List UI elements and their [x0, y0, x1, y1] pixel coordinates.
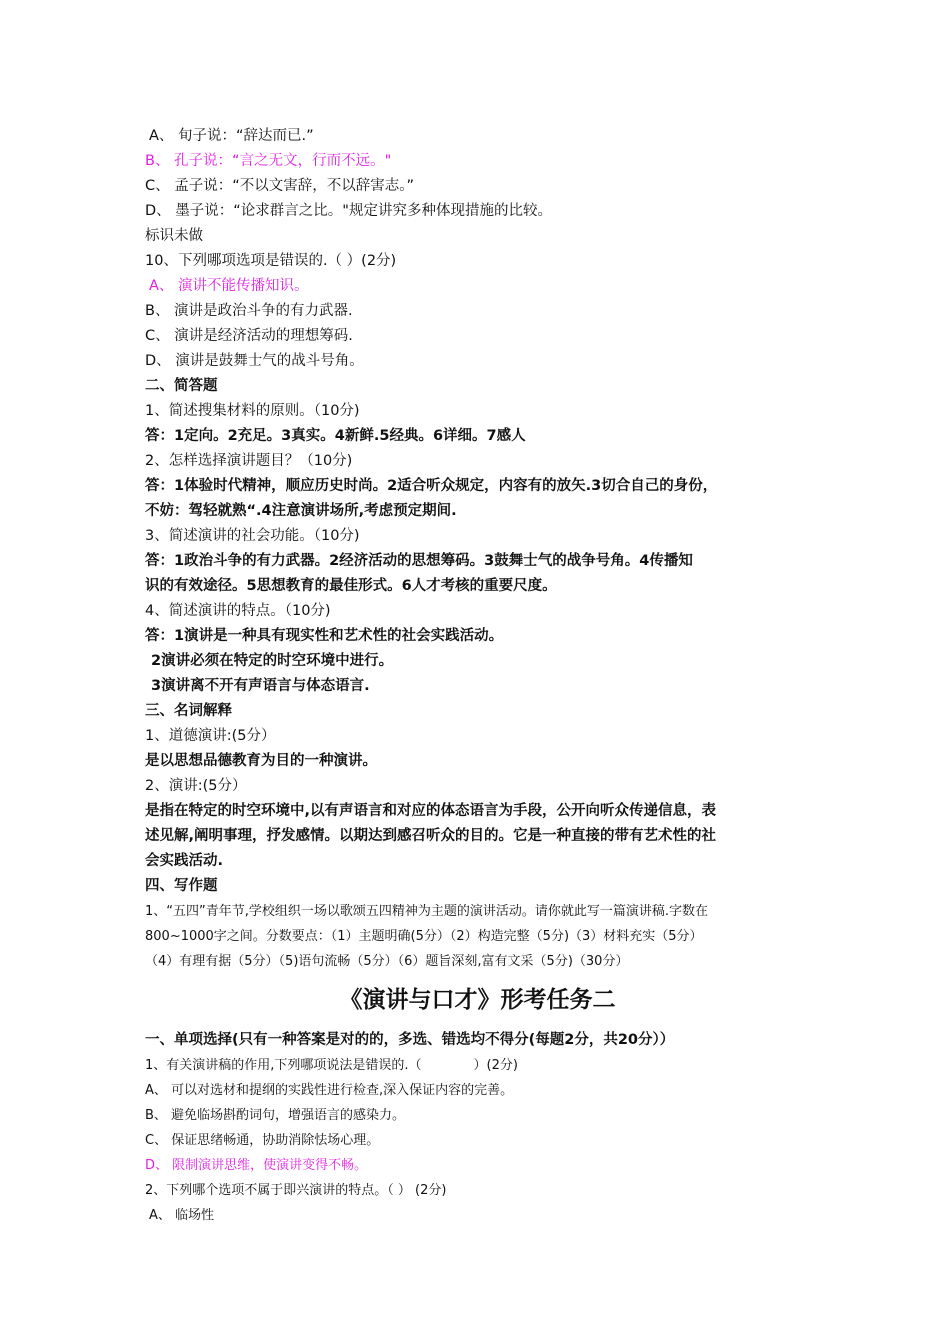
task2-q1-option-b: B、 避免临场斟酌词句，增强语言的感染力。 [145, 1108, 406, 1123]
q9-option-d: D、 墨子说：“论求群言之比。"规定讲究多种体现措施的比较。 [145, 203, 552, 219]
task2-title: 《演讲与口才》形考任务二 [339, 987, 616, 1013]
task2-q1-option-a: A、 可以对选材和提纲的实践性进行检查,深入保证内容的完善。 [145, 1083, 514, 1098]
section2-q2: 2、怎样选择演讲题目？（10分) [145, 453, 353, 469]
task2-q2-option-a: A、 临场性 [149, 1208, 215, 1223]
section3-a2-line1: 是指在特定的时空环境中,以有声语言和对应的体态语言为手段，公开向听众传递信息，表 [145, 803, 717, 819]
section2-a2-line1: 答：1体验时代精神，顺应历史时尚。2适合听众规定，内容有的放矢.3切合自己的身份， [145, 478, 718, 494]
section2-a1: 答：1定向。2充足。3真实。4新鲜.5经典。6详细。7感人 [145, 428, 526, 444]
section4-q1-line1: 1、“五四”青年节,学校组织一场以歌颂五四精神为主题的演讲活动。请你就此写一篇演讲稿.字数在 [145, 904, 709, 919]
task2-q1-option-d-answer: D、 限制演讲思维，使演讲变得不畅。 [145, 1158, 368, 1173]
q9-option-c: C、 孟子说：“不以文害辞，不以辞害志。” [145, 178, 415, 194]
task2-q2: 2、下列哪个选项不属于即兴演讲的特点。（ ） (2分) [145, 1183, 447, 1198]
q10-question: 10、下列哪项选项是错误的.（ ）(2分) [145, 253, 397, 269]
q9-note: 标识未做 [145, 228, 203, 244]
q9-option-a: A、 旬子说：“辞达而已.” [149, 128, 314, 144]
section4-heading: 四、写作题 [145, 878, 218, 894]
task2-q1-option-c: C、 保证思绪畅通，协助消除怯场心理。 [145, 1133, 380, 1148]
section2-q1: 1、简述搜集材料的原则。（10分) [145, 403, 360, 419]
q9-option-b-answer: B、 孔子说：“言之无文，行而不远。" [145, 153, 392, 169]
section2-q4: 4、简述演讲的特点。（10分) [145, 603, 331, 619]
section3-a2-line2: 述见解,阐明事理，抒发感情。以期达到感召听众的目的。它是一种直接的带有艺术性的社 [145, 828, 717, 844]
section2-a2-line2: 不妨：驾轻就熟“.4注意演讲场所,考虑预定期间. [145, 503, 457, 519]
section2-a3-line1: 答：1政治斗争的有力武器。2经济活动的思想筹码。3鼓舞士气的战争号角。4传播知 [145, 553, 693, 569]
section2-a4-line3: 3演讲离不开有声语言与体态语言. [151, 678, 370, 694]
section2-heading: 二、简答题 [145, 378, 218, 394]
task2-section1-heading: 一、单项选择(只有一种答案是对的的，多选、错选均不得分(每题2分，共20分）） [145, 1032, 675, 1048]
section4-q1-line2: 800~1000字之间。分数要点：（1）主题明确(5分）（2）构造完整（5分)（3）材料充实（5分） [145, 929, 703, 944]
section3-q1: 1、道德演讲:(5分） [145, 728, 276, 744]
section3-q2: 2、演讲:(5分） [145, 778, 247, 794]
q10-option-d: D、 演讲是鼓舞士气的战斗号角。 [145, 353, 364, 369]
task2-q1: 1、有关演讲稿的作用,下列哪项说法是错误的.（ ）(2分) [145, 1058, 518, 1073]
section3-heading: 三、名词解释 [145, 703, 232, 719]
section2-a4-line1: 答：1演讲是一种具有现实性和艺术性的社会实践活动。 [145, 628, 504, 644]
q10-option-c: C、 演讲是经济活动的理想筹码. [145, 328, 353, 344]
section2-a3-line2: 识的有效途径。5思想教育的最佳形式。6人才考核的重要尺度。 [145, 578, 557, 594]
section3-a1: 是以思想品德教育为目的一种演讲。 [145, 753, 377, 769]
document-body [145, 124, 835, 1228]
section4-q1-line3: （4）有理有据（5分）（5)语句流畅（5分）（6）题旨深刻,富有文采（5分)（30分） [145, 954, 629, 969]
q10-option-b: B、 演讲是政治斗争的有力武器. [145, 303, 353, 319]
q10-option-a-answer: A、 演讲不能传播知识。 [149, 278, 309, 294]
section3-a2-line3: 会实践活动. [145, 853, 224, 869]
section2-a4-line2: 2演讲必须在特定的时空环境中进行。 [151, 653, 394, 669]
section2-q3: 3、简述演讲的社会功能。（10分) [145, 528, 360, 544]
